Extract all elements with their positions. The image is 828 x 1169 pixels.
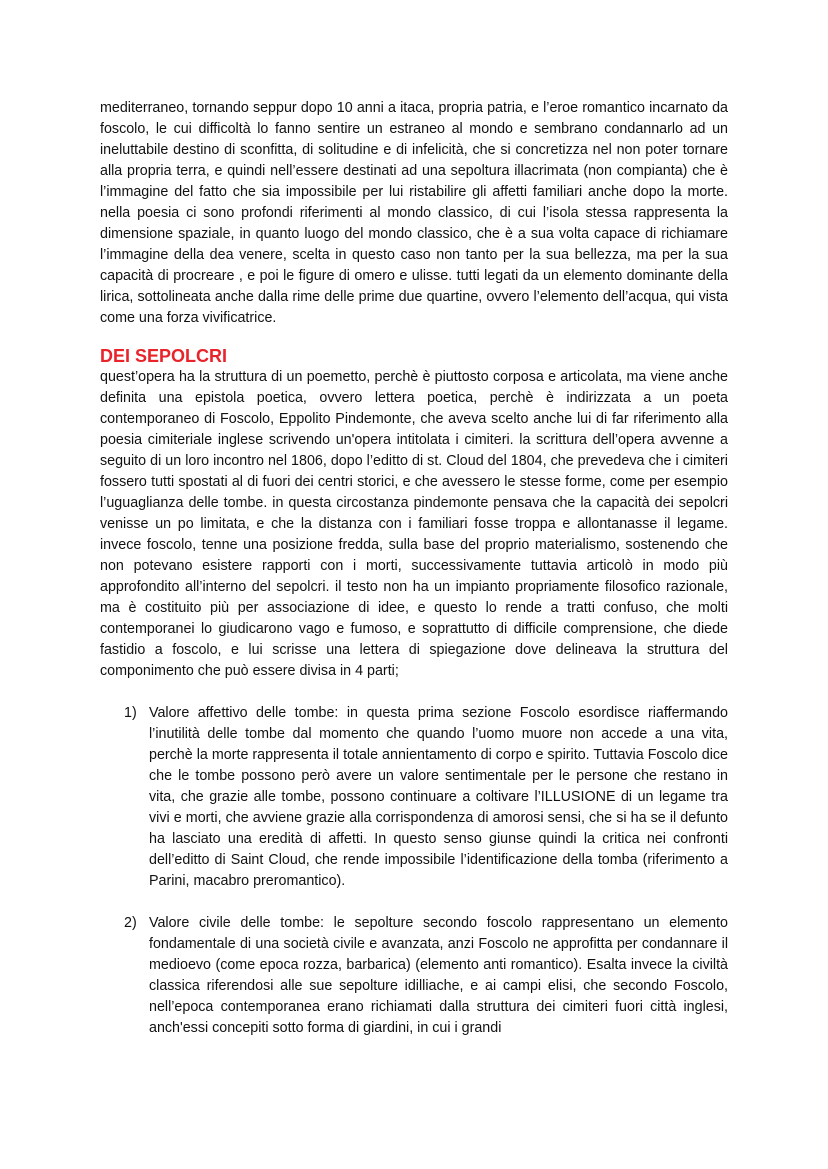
parts-list	[100, 703, 728, 1039]
list-item-text: Valore affettivo delle tombe: in questa prima sezione Foscolo esordisce riaffermando l’inutilità delle tombe dal momento che quando l’uomo muore non accede a una vita, perchè la morte rappresenta il totale annientamento di corpo e spirito. Tuttavia Foscolo dice che le tombe possono però avere un valore sentimentale per le persone che restano in vita, che grazie alle tombe, possono continuare a coltivare l’ILLUSIONE di un legame tra vivi e morti, che avviene grazie alla corrispondenza di amorosi sensi, che si ha se il defunto ha lasciato una eredità di affetti. In questo senso giunse quindi la critica nei confronti dell’editto di Saint Cloud, che rende impossibile l’identificazione della tomba (riferimento a Parini, macabro preromantico).	[149, 705, 728, 889]
section-title: DEI SEPOLCRI	[100, 346, 228, 366]
intro-paragraph: mediterraneo, tornando seppur dopo 10 anni a itaca, propria patria, e l’eroe romantico incarnato da foscolo, le cui difficoltà lo fanno sentire un estraneo al mondo e sembrano condannarlo ad un ineluttabile destino di sconfitta, di solitudine e di infelicità, che si concretizza nel non poter tornare alla propria terra, e quindi nell’essere destinati ad una sepoltura illacrimata (non compianta) che è l’immagine del fatto che sia impossibile per lui ristabilire gli affetti familiari anche dopo la morte. nella poesia ci sono profondi riferimenti al mondo classico, di cui l’isola stessa rappresenta la dimensione spaziale, in quanto luogo del mondo classico, che è a sua volta capace di richiamare l’immagine della dea venere, scelta in questo caso non tanto per la sua bellezza, ma per la sua capacità di procreare , e poi le figure di omero e ulisse. tutti legati da un elemento dominante della lirica, sottolineata anche dalla rime delle prime due quartine, ovvero l’elemento dell’acqua, qui vista come una forza vivificatrice.	[100, 100, 728, 326]
list-item	[100, 913, 728, 1039]
list-item-text: Valore civile delle tombe: le sepolture secondo foscolo rappresentano un elemento fondamentale di una società civile e avanzata, anzi Foscolo ne approfitta per condannare il medioevo (come epoca rozza, barbarica) (elemento anti romantico). Esalta invece la civiltà classica riferendosi alle sue sepolture idilliache, e ai campi elisi, che secondo Foscolo, nell’epoca contemporanea erano richiamati dalla struttura dei cimiteri fuori città inglesi, anch'essi concepiti sotto forma di giardini, in cui i grandi	[149, 915, 728, 1036]
list-item-number: 1)	[124, 705, 137, 721]
list-item	[100, 703, 728, 892]
list-item-number: 2)	[124, 915, 137, 931]
document-page	[100, 98, 728, 1060]
section-paragraph: quest’opera ha la struttura di un poemetto, perchè è piuttosto corposa e articolata, ma viene anche definita una epistola poetica, ovvero lettera poetica, perchè è indirizzata a un poeta contemporaneo di Foscolo, Eppolito Pindemonte, che aveva scelto anche lui di far riferimento alla poesia cimiteriale inglese scrivendo un'opera intitolata i cimiteri. la scrittura dell’opera avvenne a seguito di un loro incontro nel 1806, dopo l’editto di st. Cloud del 1804, che prevedeva che i cimiteri fossero tutti spostati al di fuori dei centri storici, e che avessero le stesse forme, come per esempio l’uguaglianza delle tombe. in questa circostanza pindemonte pensava che la capacità dei sepolcri venisse un po limitata, e che la distanza con i familiari fosse troppa e allontanasse il legame. invece foscolo, tenne una posizione fredda, sulla base del proprio materialismo, sostenendo che non potevano esistere rapporti con i morti, successivamente tuttavia articolò in modo più approfondito all’interno del sepolcri. il testo non ha un impianto propriamente filosofico razionale, ma è costituito più per associazione di idee, e questo lo rende a tratti confuso, che molti contemporanei lo giudicarono vago e fumoso, e soprattutto di difficile comprensione, che diede fastidio a foscolo, e lui scrisse una lettera di spiegazione dove delineava la struttura del componimento che può essere divisa in 4 parti;	[100, 369, 728, 679]
